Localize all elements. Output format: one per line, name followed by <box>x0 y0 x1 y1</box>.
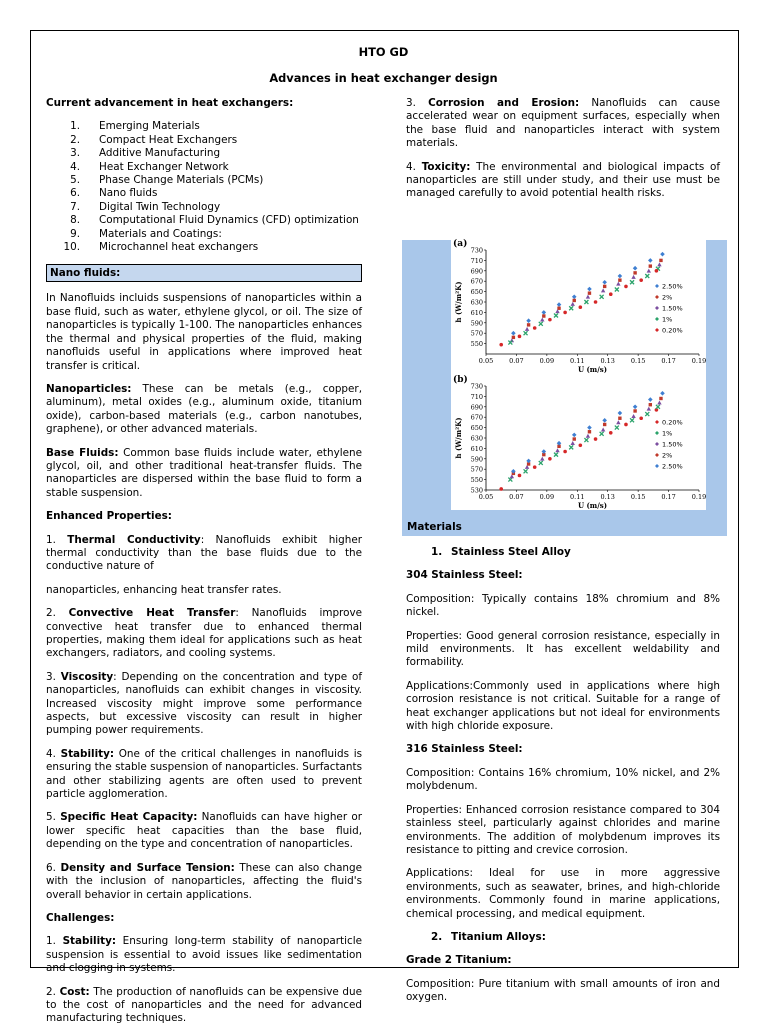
property-density-surface-tension: 6. Density and Surface Tension: These can also change with the inclusion of nanoparticles, affecting the fluid's overall behavior in certain applications. <box>46 861 363 901</box>
data-point <box>633 409 636 412</box>
data-point <box>649 264 652 267</box>
data-point <box>573 437 576 440</box>
x-tick-label: 0.15 <box>630 357 646 365</box>
x-tick-label: 0.07 <box>509 493 524 501</box>
heat-transfer-figure <box>451 236 711 512</box>
data-point <box>616 282 620 286</box>
x-tick-label: 0.05 <box>478 357 494 365</box>
data-point <box>524 331 528 335</box>
titanium-grade2-heading: Grade 2 Titanium: <box>406 954 512 967</box>
ss304-heading: 304 Stainless Steel: <box>406 569 523 582</box>
y-tick-label: 630 <box>470 298 483 307</box>
data-point <box>603 285 606 288</box>
data-point <box>602 280 607 285</box>
y-tick-label: 670 <box>470 413 483 422</box>
ss316-properties: Properties: Enhanced corrosion resistance compared to 304 stainless steel, particularly against chlorides and marine environments. The addition of molybdenum improves its resistance to pitting and crevice corrosion. <box>406 803 720 856</box>
advancement-item <box>46 174 362 187</box>
data-point <box>630 418 634 422</box>
legend-entry: 1.50% <box>662 304 683 313</box>
legend-marker <box>655 317 659 321</box>
data-point <box>649 403 652 406</box>
x-tick-label: 0.11 <box>570 493 585 501</box>
legend-marker <box>655 442 659 446</box>
challenge-stability: 1. Stability: Ensuring long-term stability of nanoparticle suspension is essential to avoid issues like sedimentation and clogging in systems. <box>46 935 363 975</box>
x-tick-label: 0.13 <box>600 357 615 365</box>
legend-marker <box>655 464 659 468</box>
material-stainless-steel-heading: 1. Stainless Steel Alloy <box>431 546 571 558</box>
x-tick-label: 0.11 <box>570 357 585 365</box>
data-point <box>594 300 598 304</box>
advancement-number: 2. <box>70 133 80 146</box>
data-point <box>659 397 662 400</box>
data-point <box>499 487 503 491</box>
panel-label: (a) <box>453 239 468 249</box>
advancement-item <box>46 214 362 227</box>
data-point <box>615 288 619 292</box>
data-point <box>618 411 623 416</box>
legend-entry: 2.50% <box>662 462 683 471</box>
data-point <box>647 407 651 411</box>
advancement-number: 3. <box>70 147 80 160</box>
data-point <box>525 327 529 331</box>
data-point <box>540 457 544 461</box>
x-tick-label: 0.09 <box>539 493 555 501</box>
data-point <box>539 322 543 326</box>
data-point <box>527 323 530 326</box>
advancement-number: 1. <box>70 120 80 133</box>
y-axis-label: h (W/m²K) <box>454 281 463 323</box>
data-point <box>601 427 605 431</box>
data-point <box>569 306 573 310</box>
y-tick-label: 570 <box>470 465 483 474</box>
data-point <box>656 405 660 409</box>
data-point <box>557 307 560 310</box>
y-axis-label: h (W/m²K) <box>454 417 463 459</box>
data-point <box>588 291 591 294</box>
data-point <box>499 343 503 347</box>
y-tick-label: 630 <box>470 434 483 443</box>
legend-entry: 2% <box>662 451 673 460</box>
advancement-item <box>46 201 362 214</box>
y-tick-label: 710 <box>470 392 483 401</box>
data-point <box>645 412 649 416</box>
data-point <box>539 461 543 465</box>
data-point <box>572 433 577 438</box>
y-tick-label: 550 <box>470 476 483 485</box>
data-point <box>631 275 635 279</box>
ss316-applications: Applications: Ideal for use in more aggressive environments, such as seawater, brines, and high-chloride environments. Commonly found in marine applications, chemical processing, and medical equipment. <box>406 867 720 920</box>
advancement-number: 8. <box>70 214 80 227</box>
data-point <box>633 266 638 271</box>
advancement-item <box>46 187 362 200</box>
ss304-properties: Properties: Good general corrosion resistance, especially in mild environments. It has excellent weldability and formability. <box>406 629 720 669</box>
legend-entry: 1.50% <box>662 440 683 449</box>
advancement-text: Phase Change Materials (PCMs) <box>99 174 264 187</box>
data-point <box>563 311 567 315</box>
advancement-number: 9. <box>70 227 80 240</box>
x-tick-label: 0.13 <box>600 493 615 501</box>
data-point <box>555 448 559 452</box>
data-point <box>557 302 562 307</box>
data-point <box>659 259 662 262</box>
data-point <box>571 302 575 306</box>
data-point <box>518 335 522 339</box>
nano-fluids-header-box: Nano fluids: <box>46 264 362 282</box>
data-point <box>616 420 620 424</box>
data-point <box>639 278 643 282</box>
y-tick-label: 610 <box>470 308 483 317</box>
advancement-item <box>46 241 362 254</box>
legend-entry: 0.20% <box>662 326 683 335</box>
current-advancements-heading: Current advancement in heat exchangers: <box>46 97 294 109</box>
data-point <box>548 318 552 322</box>
challenge-toxicity: 4. Toxicity: The environmental and biological impacts of nanoparticles are still under study, and their use must be managed carefully to avoid potential health risks. <box>406 160 721 200</box>
data-point <box>563 450 567 454</box>
y-tick-label: 670 <box>470 277 483 286</box>
data-point <box>618 274 623 279</box>
challenge-corrosion-erosion: 3. Corrosion and Erosion: Nanofluids can cause accelerated wear on equipment surfaces, especially when the base fluid and nanoparticles interact with system materials. <box>406 97 721 150</box>
data-point <box>518 474 522 478</box>
y-tick-label: 590 <box>470 319 483 328</box>
y-tick-label: 590 <box>470 455 483 464</box>
y-tick-label: 650 <box>470 424 483 433</box>
data-point <box>587 287 592 292</box>
property-specific-heat: 5. Specific Heat Capacity: Nanofluids can have higher or lower specific heat capacities than the base fluid, depending on the type and concentration of nanoparticles. <box>46 811 362 851</box>
data-point <box>602 418 607 423</box>
material-titanium-heading: 2. Titanium Alloys: <box>431 930 546 943</box>
property-thermal-conductivity-cont: nanoparticles, enhancing heat transfer rates. <box>46 583 282 596</box>
data-point <box>542 314 545 317</box>
chart-panel <box>453 374 706 510</box>
data-point <box>603 423 606 426</box>
legend-entry: 2.50% <box>662 282 683 291</box>
advancement-text: Emerging Materials <box>99 120 200 133</box>
data-point <box>633 405 638 410</box>
advancement-text: Materials and Coatings: <box>99 227 222 240</box>
data-point <box>648 258 653 263</box>
advancement-text: Nano fluids <box>99 187 158 200</box>
x-tick-label: 0.17 <box>661 493 676 501</box>
data-point <box>624 285 628 289</box>
legend-marker <box>655 453 659 457</box>
document-title: Advances in heat exchanger design <box>269 71 498 85</box>
x-tick-label: 0.19 <box>691 357 707 365</box>
advancement-number: 10. <box>63 241 80 254</box>
x-tick-label: 0.19 <box>691 493 707 501</box>
data-point <box>586 295 590 299</box>
data-point <box>594 437 598 441</box>
data-point <box>569 445 573 449</box>
data-point <box>588 430 591 433</box>
advancement-text: Digital Twin Technology <box>99 200 221 213</box>
data-point <box>609 431 613 435</box>
legend-marker <box>655 431 659 435</box>
data-point <box>586 434 590 438</box>
data-point <box>540 317 544 321</box>
y-tick-label: 530 <box>470 486 483 495</box>
data-point <box>648 397 653 402</box>
x-axis-label: U (m/s) <box>577 365 608 374</box>
legend-entry: 1% <box>662 429 673 438</box>
data-point <box>584 300 588 304</box>
data-point <box>639 416 643 420</box>
ss316-heading: 316 Stainless Steel: <box>406 743 523 756</box>
data-point <box>601 288 605 292</box>
data-point <box>587 425 592 430</box>
y-tick-label: 610 <box>470 444 483 453</box>
property-convective-heat-transfer: 2. Convective Heat Transfer: Nanofluids improve convective heat transfer due to enhanced thermal properties, making them ideal for applications such as heat exchangers, radiators, and cooling systems. <box>46 607 363 660</box>
y-tick-label: 690 <box>470 403 483 412</box>
legend-entry: 1% <box>662 315 673 324</box>
data-point <box>660 252 665 257</box>
data-point <box>618 417 621 420</box>
y-tick-label: 730 <box>470 382 483 391</box>
data-point <box>579 443 583 447</box>
panel-label: (b) <box>453 375 468 385</box>
data-point <box>655 269 659 273</box>
challenge-cost: 2. Cost: The production of nanofluids can be expensive due to the cost of nanoparticles and the need for advanced manufacturing techniques. <box>46 985 362 1025</box>
data-point <box>600 432 604 436</box>
advancement-number: 7. <box>70 200 80 213</box>
y-tick-label: 730 <box>470 246 483 255</box>
materials-section <box>406 546 720 1005</box>
data-point <box>554 453 558 457</box>
y-tick-label: 690 <box>470 267 483 276</box>
legend-entry: 2% <box>662 293 673 302</box>
x-tick-label: 0.17 <box>661 357 676 365</box>
data-point <box>615 426 619 430</box>
chart-panel <box>453 238 706 374</box>
legend-marker <box>655 306 659 310</box>
advancements-list <box>46 120 362 254</box>
document-code: HTO GD <box>358 45 409 59</box>
data-point <box>584 438 588 442</box>
nanofluids-intro: In Nanofluids incluids suspensions of nanoparticles within a base fluid, such as water, ethylene glycol, or oil. The size of nanoparticles is typically 1-100. The nanoparticles enhances the thermal and physical properties of the fluid, making nanofluids useful in applications where improved heat transfer is critical. <box>46 292 362 372</box>
ss316-composition: Composition: Contains 16% chromium, 10% nickel, and 2% molybdenum. <box>406 766 720 793</box>
advancement-text: Heat Exchanger Network <box>99 160 229 173</box>
legend-marker <box>655 328 659 332</box>
advancement-text: Microchannel heat exchangers <box>99 241 259 254</box>
y-tick-label: 650 <box>470 288 483 297</box>
data-point <box>600 295 604 299</box>
x-tick-label: 0.09 <box>539 357 555 365</box>
legend-marker <box>655 420 659 424</box>
data-point <box>618 278 621 281</box>
x-axis-label: U (m/s) <box>577 501 608 510</box>
data-point <box>631 414 635 418</box>
property-viscosity: 3. Viscosity: Depending on the concentration and type of nanoparticles, nanofluids can exhibit changes in viscosity. Increased viscosity might improve some performance aspects, but excessive viscosity can result in higher pumping power requirements. <box>46 670 362 737</box>
x-tick-label: 0.05 <box>478 493 494 501</box>
data-point <box>542 310 547 315</box>
data-point <box>630 280 634 284</box>
data-point <box>624 423 628 427</box>
advancement-item <box>46 161 362 174</box>
advancement-item <box>46 147 362 160</box>
y-tick-label: 710 <box>470 256 483 265</box>
legend-entry: 0.20% <box>662 418 683 427</box>
nanoparticles-paragraph: Nanoparticles: These can be metals (e.g., copper, aluminum), metal oxides (e.g., aluminum oxide, titanium oxide), carbon-based materials (e.g., carbon nanotubes, graphene), or other advanced materials. <box>46 382 362 436</box>
advancement-text: Compact Heat Exchangers <box>99 133 238 146</box>
data-point <box>647 269 651 273</box>
data-point <box>633 271 636 274</box>
data-point <box>512 336 515 339</box>
base-fluids-paragraph: Base Fluids: Common base fluids include water, ethylene glycol, oil, and other traditional heat-transfer fluids. The nanoparticles are dispersed within the base fluid to form a stable suspension. <box>46 446 362 499</box>
data-point <box>524 469 528 473</box>
data-point <box>573 299 576 302</box>
titanium-composition: Composition: Pure titanium with small amounts of iron and oxygen. <box>406 977 720 1004</box>
data-point <box>609 292 613 296</box>
data-point <box>657 262 661 266</box>
property-thermal-conductivity: 1. Thermal Conductivity: Nanofluids exhibit higher thermal conductivity than the base fluids due to the conductive nature of <box>46 533 363 573</box>
data-point <box>660 391 665 396</box>
data-point <box>571 441 575 445</box>
data-point <box>579 305 583 309</box>
data-point <box>548 457 552 461</box>
advancement-number: 5. <box>70 174 80 187</box>
materials-figure-label: Materials <box>407 521 462 533</box>
y-tick-label: 550 <box>470 340 483 349</box>
challenges-heading: Challenges: <box>46 911 115 924</box>
ss304-composition: Composition: Typically contains 18% chromium and 8% nickel. <box>406 592 720 619</box>
y-tick-label: 570 <box>470 329 483 338</box>
data-point <box>572 295 577 300</box>
data-point <box>554 314 558 318</box>
data-point <box>533 326 537 330</box>
data-point <box>526 318 531 323</box>
enhanced-properties-heading: Enhanced Properties: <box>46 510 172 523</box>
property-stability: 4. Stability: One of the critical challenges in nanofluids is ensuring the stable suspension of nanoparticles. Surfactants and other stabilizing agents are often used to prevent particle agglomeration. <box>46 747 362 801</box>
left-column <box>46 97 362 1026</box>
data-point <box>657 400 661 404</box>
advancement-text: Computational Fluid Dynamics (CFD) optimization <box>99 214 359 227</box>
right-column <box>406 97 720 201</box>
advancement-item <box>46 120 362 133</box>
x-tick-label: 0.15 <box>630 493 646 501</box>
data-point <box>511 331 516 336</box>
data-point <box>645 274 649 278</box>
advancement-item <box>46 228 362 241</box>
legend-marker <box>655 284 659 288</box>
data-point <box>533 465 537 469</box>
advancement-item <box>46 134 362 147</box>
legend-marker <box>655 295 659 299</box>
advancement-text: Additive Manufacturing <box>99 147 221 160</box>
advancement-number: 4. <box>70 160 80 173</box>
x-tick-label: 0.07 <box>509 357 524 365</box>
advancement-number: 6. <box>70 187 80 200</box>
ss304-applications: Applications:Commonly used in applications where high corrosion resistance is not critical. Suitable for a range of heat exchanger applications but not ideal for environments with high chloride exposure. <box>406 679 720 733</box>
